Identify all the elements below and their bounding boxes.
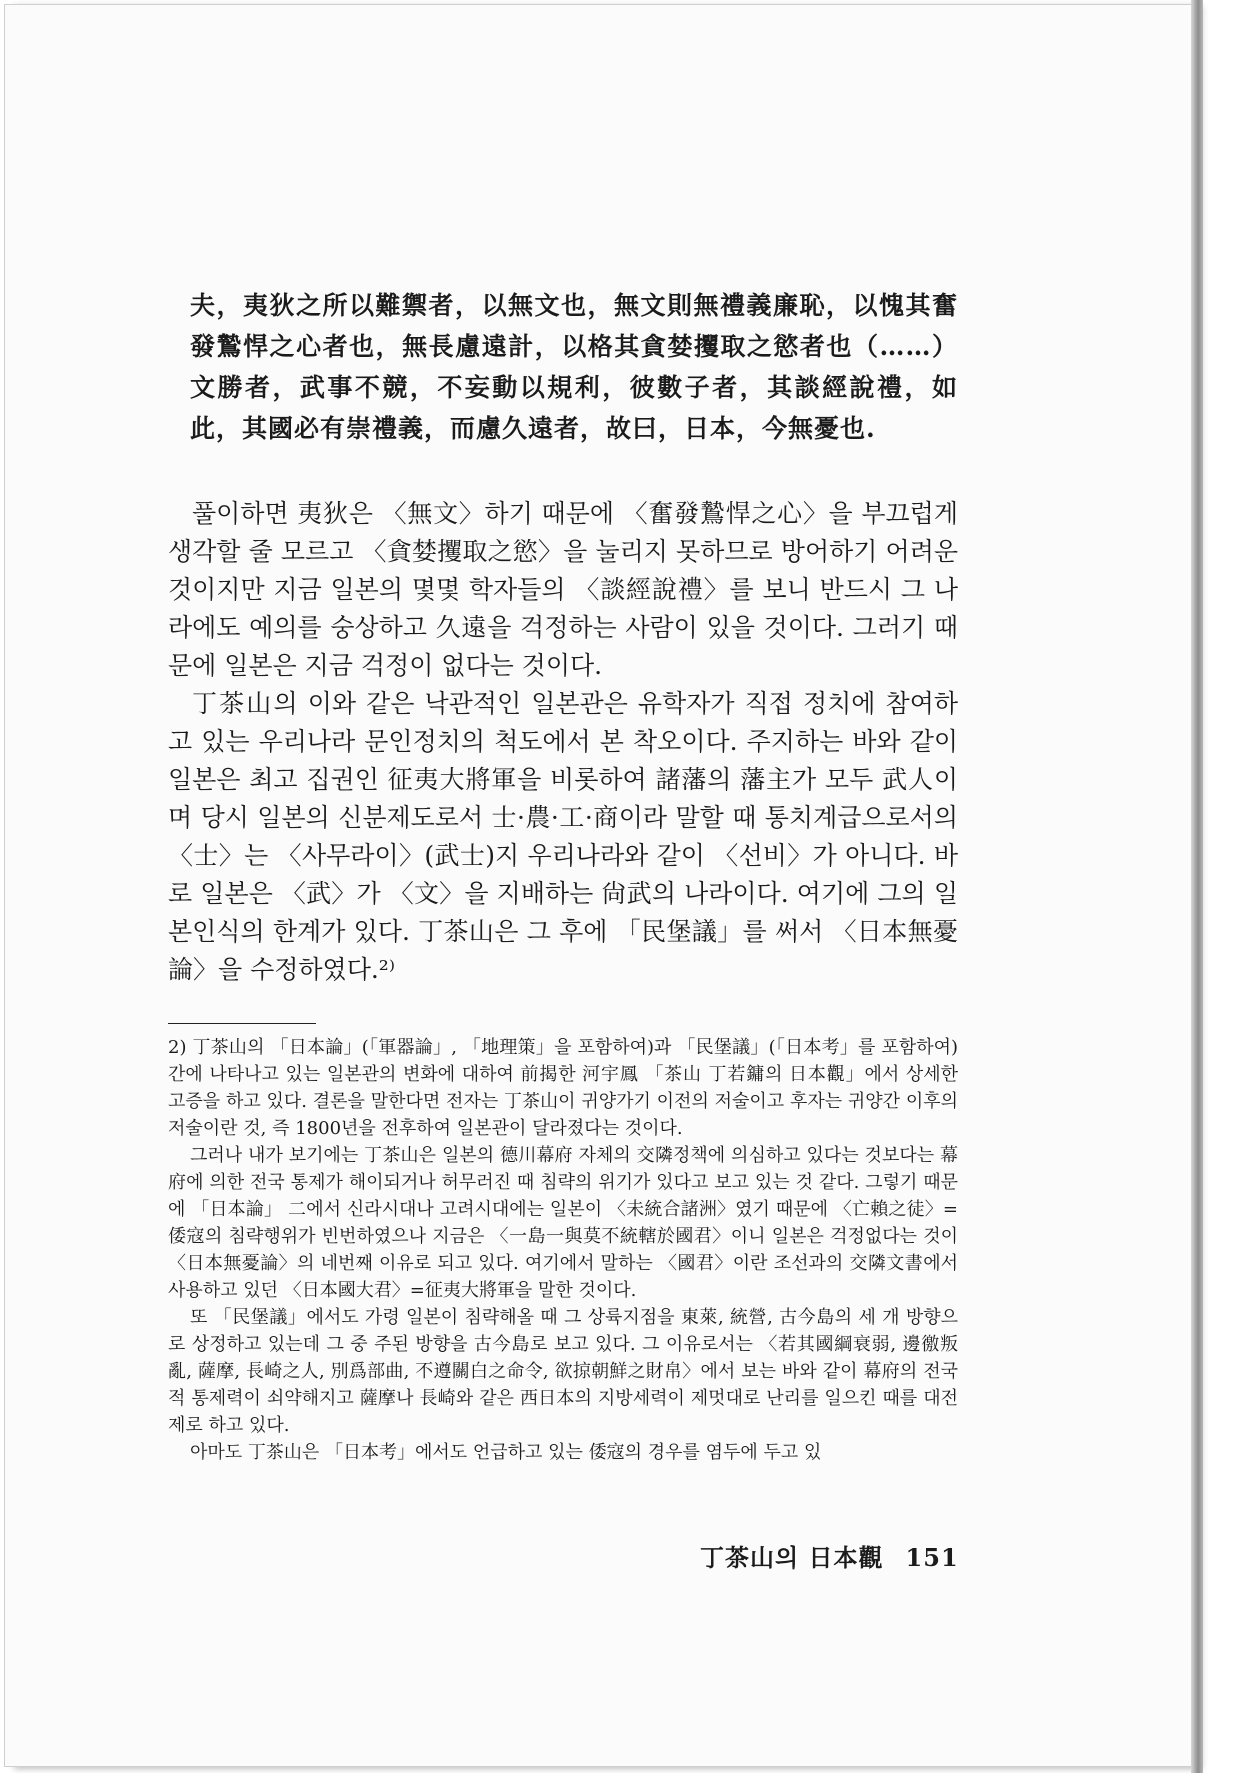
body-paragraph: 풀이하면 夷狄은 〈無文〉하기 때문에 〈奮發鷙悍之心〉을 부끄럽게 생각할 줄 모르고 〈貪婪攫取之慾〉을 눌리지 못하므로 방어하기 어려운 것이지만 지금 일본의 몇몇 학자들의 〈談經說禮〉를 보니 반드시 그 나라에도 예의를 숭상하고 久遠을 걱정하는 사람이 있을 것이다. 그러기 때문에 일본은 지금 걱정이 없다는 것이다.	[168, 499, 958, 680]
footnote-paragraph: 아마도 丁茶山은 「日本考」에서도 언급하고 있는 倭寇의 경우를 염두에 두고 있	[190, 1442, 822, 1463]
body-paragraph: 丁茶山의 이와 같은 낙관적인 일본관은 유학자가 직접 정치에 참여하고 있는 우리나라 문인정치의 척도에서 본 착오이다. 주지하는 바와 같이 일본은 최고 집권인 征夷大將軍을 비롯하여 諸藩의 藩主가 모두 武人이며 당시 일본의 신분제도로서 士·農·工·商이라 말할 때 통치계급으로서의 〈士〉는 〈사무라이〉(武士)지 우리나라와 같이 〈선비〉가 아니다. 바로 일본은 〈武〉가 〈文〉을 지배하는 尙武의 나라이다. 여기에 그의 일본인식의 한계가 있다. 丁茶山은 그 후에 「民堡議」를 써서 〈日本無憂論〉을 수정하였다.²⁾	[168, 689, 958, 984]
footnote-paragraph: 또 「民堡議」에서도 가령 일본이 침략해올 때 그 상륙지점을 東萊, 統營, 古今島의 세 개 방향으로 상정하고 있는데 그 중 주된 방향을 古今島로 보고 있다. 그 이유로서는 〈若其國綱衰弱, 邊徼叛亂, 薩摩, 長崎之人, 別爲部曲, 不遵關白之命令, 欲掠朝鮮之財帛〉에서 보는 바와 같이 幕府의 전국적 통제력이 쇠약해지고 薩摩나 長崎와 같은 西日本의 지방세력이 제멋대로 난리를 일으킨 때를 대전제로 하고 있다.	[168, 1307, 958, 1436]
footnote-2: 2) 丁茶山의 「日本論」(「軍器論」, 「地理策」을 포함하여)과 「民堡議」(「日本考」를 포함하여)간에 나타나고 있는 일본관의 변화에 대하여 前揭한 河宇鳳 「茶山 丁若鏞의 日本觀」에서 상세한 고증을 하고 있다. 결론을 말한다면 전자는 丁茶山이 귀양가기 이전의 저술이고 후자는 귀양간 이후의 저술이란 것, 즉 1800년을 전후하여 일본관이 달라졌다는 것이다.	[168, 1037, 958, 1139]
page-number: 151	[905, 1543, 959, 1572]
body-text	[168, 495, 958, 989]
classical-quote: 夫，夷狄之所以難禦者，以無文也，無文則無禮義廉恥，以愧其奮發鷙悍之心者也，無長慮遠計，以格其貪婪攫取之慾者也（……）文勝者，武事不競，不妄動以規利，彼數子者，其談經說禮，如此，其國必有崇禮義，而慮久遠者，故曰，日本，今無憂也.	[190, 291, 958, 443]
footnote-separator	[168, 1023, 316, 1024]
footnote-paragraph: 그러나 내가 보기에는 丁茶山은 일본의 德川幕府 자체의 交隣정책에 의심하고 있다는 것보다는 幕府에 의한 전국 통제가 해이되거나 허무러진 때 침략의 위기가 있다고 보고 있는 것 같다. 그렇기 때문에 「日本論」 二에서 신라시대나 고려시대에는 일본이 〈未統合諸洲〉였기 때문에 〈亡賴之徒〉=倭寇의 침략행위가 빈번하였으나 지금은 〈一島一與莫不統轄於國君〉이니 일본은 걱정없다는 것이 〈日本無憂論〉의 네번째 이유로 되고 있다. 여기에서 말하는 〈國君〉이란 조선과의 交隣文書에서 사용하고 있던 〈日本國大君〉=征夷大將軍을 말한 것이다.	[168, 1145, 958, 1301]
running-title: 丁茶山의 日本觀	[700, 1543, 884, 1572]
footnotes	[168, 1034, 958, 1466]
page-content	[168, 285, 958, 1466]
page-footer	[700, 1538, 959, 1573]
page-edge-shadow	[1191, 0, 1203, 1773]
